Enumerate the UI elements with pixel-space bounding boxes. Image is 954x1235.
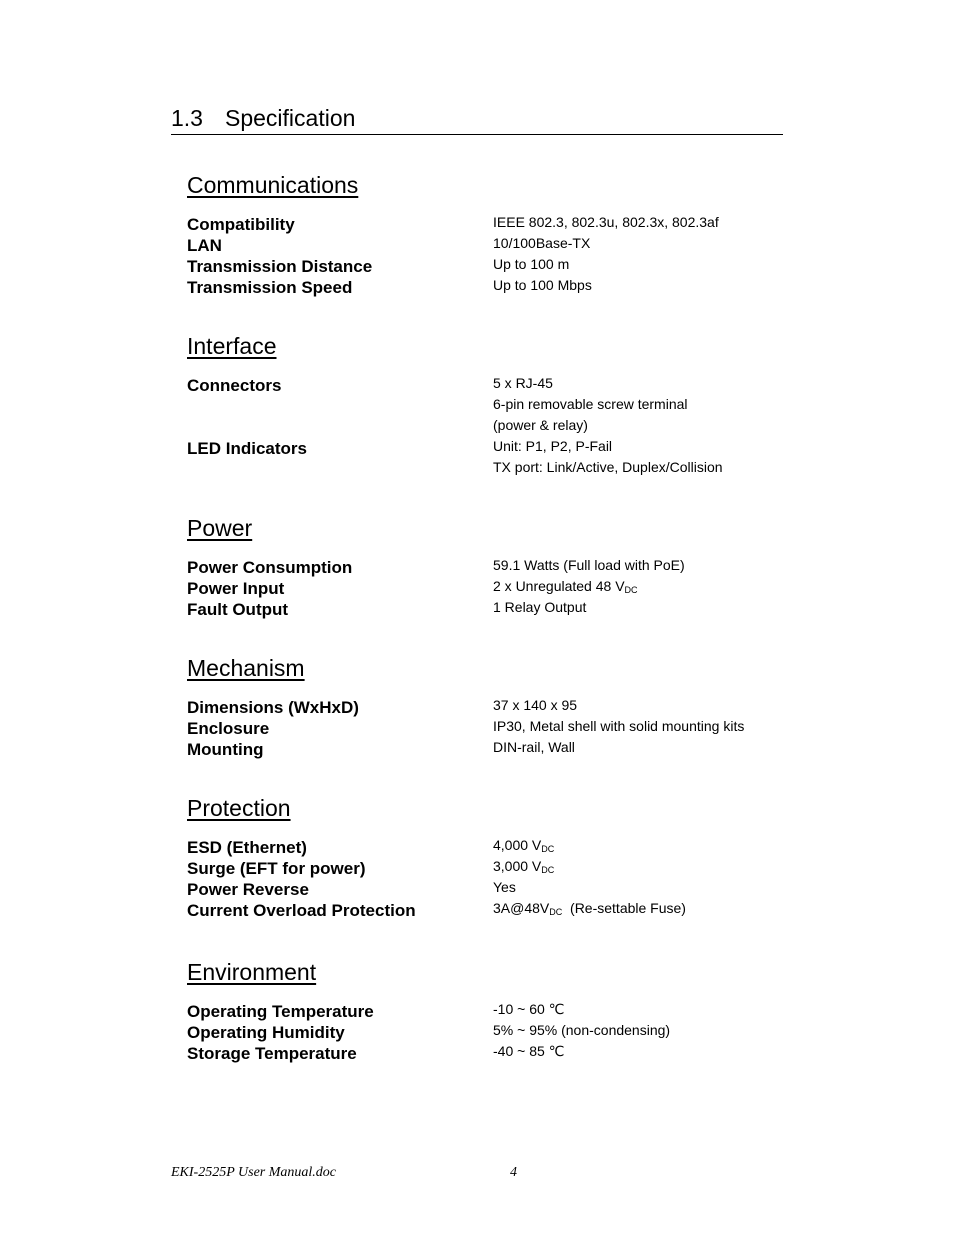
spec-label: ESD (Ethernet)	[187, 838, 307, 857]
value-text: 3A@48V	[493, 900, 550, 916]
spec-label: Current Overload Protection	[187, 901, 416, 920]
spec-label: Power Reverse	[187, 880, 309, 899]
section-title: Environment	[187, 959, 317, 985]
section-title: Interface	[187, 333, 277, 359]
section-power	[187, 514, 787, 620]
spec-row	[187, 417, 787, 438]
spec-row	[187, 256, 787, 277]
value-suffix: (Re-settable Fuse)	[562, 900, 686, 916]
spec-value: DIN-rail, Wall	[493, 739, 575, 755]
spec-label: Power Consumption	[187, 558, 353, 577]
spec-row	[187, 858, 787, 879]
value-subscript: DC	[541, 865, 555, 875]
spec-value: 6-pin removable screw terminal	[493, 396, 688, 412]
spec-row	[187, 900, 787, 921]
spec-label: Fault Output	[187, 600, 289, 619]
spec-label: Dimensions (WxHxD)	[187, 698, 359, 717]
spec-value: 59.1 Watts (Full load with PoE)	[493, 557, 685, 573]
spec-label: Transmission Speed	[187, 278, 353, 297]
section-interface	[187, 332, 787, 480]
spec-value: 5 x RJ-45	[493, 375, 553, 391]
spec-value: -40 ~ 85 ℃	[493, 1043, 565, 1059]
section-mechanism	[187, 654, 787, 760]
section-protection	[187, 794, 787, 921]
spec-value: 10/100Base-TX	[493, 235, 591, 251]
spec-row	[187, 214, 787, 235]
spec-value: Unit: P1, P2, P-Fail	[493, 438, 613, 454]
spec-value: TX port: Link/Active, Duplex/Collision	[493, 459, 723, 475]
spec-value: Up to 100 Mbps	[493, 277, 592, 293]
spec-label: LED Indicators	[187, 439, 307, 458]
spec-row	[187, 718, 787, 739]
value-subscript: DC	[541, 844, 555, 854]
spec-value: 1 Relay Output	[493, 599, 587, 615]
spec-value	[493, 835, 554, 856]
spec-row	[187, 879, 787, 900]
spec-value: Yes	[493, 879, 516, 895]
spec-row	[187, 375, 787, 396]
spec-value: Up to 100 m	[493, 256, 570, 272]
spec-row	[187, 438, 787, 459]
spec-label: Power Input	[187, 579, 285, 598]
page-footer	[171, 1164, 571, 1182]
spec-value: (power & relay)	[493, 417, 588, 433]
spec-label: Compatibility	[187, 215, 295, 234]
spec-row	[187, 578, 787, 599]
value-text: 3,000 V	[493, 858, 542, 874]
spec-label: Transmission Distance	[187, 257, 373, 276]
footer-page-number: 4	[510, 1165, 517, 1180]
footer-doc-name: EKI-2525P User Manual.doc	[171, 1165, 336, 1180]
spec-value: 5% ~ 95% (non-condensing)	[493, 1022, 671, 1038]
spec-label: Operating Humidity	[187, 1023, 345, 1042]
spec-row	[187, 557, 787, 578]
spec-label: Mounting	[187, 740, 264, 759]
section-communications	[187, 171, 787, 298]
value-subscript: DC	[624, 585, 638, 595]
spec-label: Enclosure	[187, 719, 270, 738]
spec-value: IEEE 802.3, 802.3u, 802.3x, 802.3af	[493, 214, 719, 230]
spec-label: Connectors	[187, 376, 282, 395]
spec-row	[187, 235, 787, 256]
heading-number: 1.3	[171, 105, 203, 131]
spec-row	[187, 697, 787, 718]
spec-label: Operating Temperature	[187, 1002, 374, 1021]
spec-row	[187, 1043, 787, 1064]
spec-row	[187, 599, 787, 620]
spec-label: Surge (EFT for power)	[187, 859, 366, 878]
spec-row	[187, 277, 787, 298]
value-text: 4,000 V	[493, 837, 542, 853]
spec-row	[187, 1022, 787, 1043]
spec-value	[493, 576, 638, 597]
spec-value: -10 ~ 60 ℃	[493, 1001, 565, 1017]
spec-row	[187, 739, 787, 760]
spec-value: IP30, Metal shell with solid mounting kits	[493, 718, 745, 734]
spec-value: 37 x 140 x 95	[493, 697, 578, 713]
spec-row	[187, 459, 787, 480]
spec-row	[187, 396, 787, 417]
spec-value	[493, 898, 686, 919]
spec-row	[187, 837, 787, 858]
spec-value	[493, 856, 554, 877]
section-title: Communications	[187, 172, 359, 198]
value-subscript: DC	[549, 907, 563, 917]
section-title: Protection	[187, 795, 291, 821]
spec-label: Storage Temperature	[187, 1044, 357, 1063]
section-title: Mechanism	[187, 655, 305, 681]
spec-label: LAN	[187, 236, 222, 255]
section-environment	[187, 958, 787, 1064]
spec-row	[187, 1001, 787, 1022]
heading-title: Specification	[225, 105, 356, 131]
value-text: 2 x Unregulated 48 V	[493, 578, 625, 594]
section-title: Power	[187, 515, 253, 541]
page-heading	[171, 104, 783, 135]
